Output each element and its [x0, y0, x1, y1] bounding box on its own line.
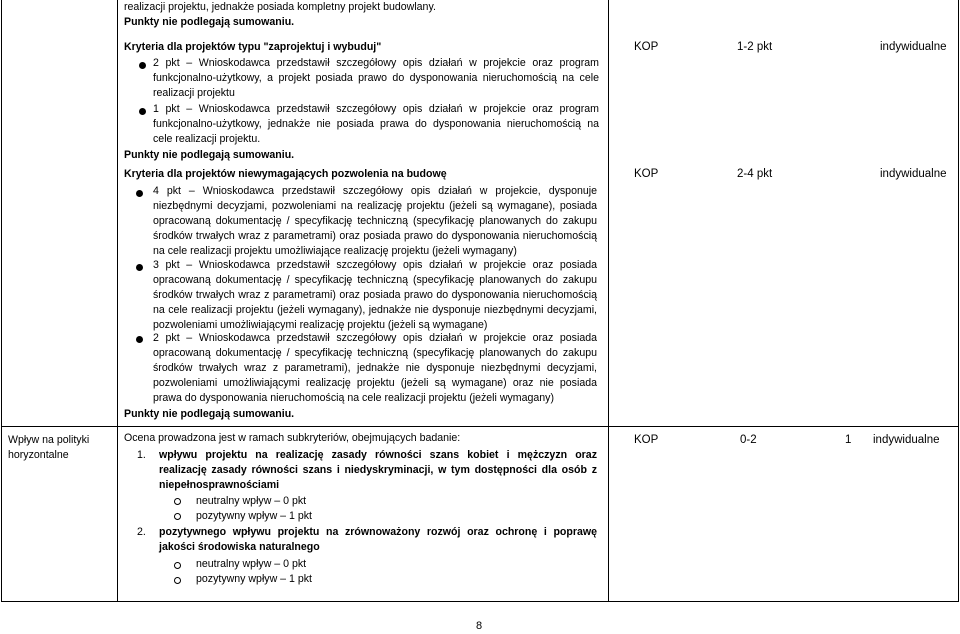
bullet-icon [139, 108, 146, 115]
table-bottom-border [1, 601, 959, 602]
list-item-line: prawa do dysponowania nieruchomością na cele realizacji projektu (jeżeli wymagany) [153, 392, 555, 404]
block-zaprojektuj-points: 1-2 pkt [737, 41, 773, 53]
circle-bullet-icon [174, 498, 181, 505]
list-item-line: opracowaną dokumentację / specyfikację techniczną (specyfikację planowanych do zakupu [153, 215, 597, 227]
table-right-border [958, 0, 959, 602]
circle-bullet-icon [174, 577, 181, 584]
block-niewymagajacych-kop: KOP [634, 168, 659, 180]
list-item-line: pozwoleniami umożliwiającymi realizację projektu (jeżeli są wymagane) [153, 319, 488, 331]
block-niewymagajacych-heading: Kryteria dla projektów niewymagających pozwolenia na budowę [124, 168, 447, 180]
bullet-icon [136, 336, 143, 343]
block-zaprojektuj-note: Punkty nie podlegają sumowaniu. [124, 149, 295, 161]
subcriterion-line: jakości środowiska naturalnego [159, 541, 320, 553]
bullet-icon [136, 264, 143, 271]
subcriterion-line: wpływu projektu na realizację zasady równości szans kobiet i mężczyzn oraz [159, 449, 597, 461]
sub2-option-neutral: neutralny wpływ – 0 pkt [196, 558, 307, 570]
block-zaprojektuj-heading: Kryteria dla projektów typu "zaprojektuj i wybuduj" [124, 41, 382, 53]
list-item-line: opracowaną dokumentację / specyfikację techniczną (specyfikację planowanych do zakupu [153, 274, 597, 286]
column-divider-label [117, 0, 118, 602]
row-divider [1, 426, 959, 427]
list-item-line: środków trwałych wraz z parametrami), jednakże nie dysponuje niezbędnymi decyzjami, [153, 362, 597, 374]
list-item-line: cele realizacji projektu. [153, 133, 261, 145]
horyzontalne-type: indywidualne [873, 434, 940, 446]
list-item-line: na cele realizacji projektu umożliwiające realizację projektu (jeżeli wymagany) [153, 245, 517, 257]
subcriterion-line: pozytywnego wpływu projektu na zrównoważony rozwój oraz ochronę i poprawę [159, 526, 597, 538]
list-item-line: funkcjonalno-użytkowy, a projekt posiada prawo do dysponowania nieruchomością na cele [153, 72, 599, 84]
column-divider-criteria [608, 0, 609, 602]
subcriterion-line: niepełnosprawnościami [159, 479, 280, 491]
sub2-text [159, 525, 597, 555]
list-item-line: funkcjonalno-użytkowy, jednakże nie posiada prawa do dysponowania nieruchomością na [153, 118, 599, 130]
circle-bullet-icon [174, 513, 181, 520]
list-item-line: realizacji projektu [153, 87, 235, 99]
sub1-option-positive: pozytywny wpływ – 1 pkt [196, 510, 312, 522]
list-item-line: 2 pkt – Wnioskodawca przedstawił szczegółowy opis działań w projekcie oraz program [153, 57, 599, 69]
sub1-number: 1. [137, 449, 146, 461]
top-tail-note: Punkty nie podlegają sumowaniu. [124, 16, 295, 28]
block-zaprojektuj-type: indywidualne [880, 41, 947, 53]
sub1-text [159, 448, 597, 493]
circle-bullet-icon [174, 562, 181, 569]
bullet-icon [139, 62, 146, 69]
list-item-line: 1 pkt – Wnioskodawca przedstawił szczegółowy opis działań w projekcie oraz program [153, 103, 599, 115]
sub2-number: 2. [137, 526, 146, 538]
list-item-line: środków trwałych wraz z parametrami) oraz posiada prawo do dysponowania nieruchomością [153, 289, 597, 301]
list-item-line: pozwoleniami umożliwiającymi realizację projektu (jeżeli są wymagane) oraz nie posiada [153, 377, 597, 389]
bullet-icon [136, 190, 143, 197]
block-zaprojektuj-kop: KOP [634, 41, 659, 53]
row-label-line1: Wpływ na polityki [8, 434, 90, 446]
sub2-option-positive: pozytywny wpływ – 1 pkt [196, 573, 312, 585]
horyzontalne-points: 0-2 [740, 434, 757, 446]
zaprojektuj-item-2pkt [153, 56, 599, 101]
list-item-line: niezbędnymi decyzjami, pozwoleniami na realizację projektu (jeżeli są wymagane), posiada [153, 200, 597, 212]
list-item-line: opracowaną dokumentację / specyfikację techniczną (specyfikację planowanych do zakupu [153, 347, 597, 359]
top-tail-line: realizacji projektu, jednakże posiada kompletny projekt budowlany. [124, 1, 436, 13]
block-niewymagajacych-type: indywidualne [880, 168, 947, 180]
block-niewymagajacych-note: Punkty nie podlegają sumowaniu. [124, 408, 295, 420]
subcriterion-line: realizację zasady równości szans i niedyskryminacji, w tym dostępności dla osób z [159, 464, 597, 476]
niewymagajacych-item-4pkt [153, 184, 597, 259]
list-item-line: środków trwałych wraz z parametrami) oraz posiada prawo do dysponowania nieruchomością [153, 230, 597, 242]
zaprojektuj-item-1pkt [153, 102, 599, 147]
row-label-line2: horyzontalne [8, 449, 69, 461]
page-number: 8 [476, 620, 483, 632]
list-item-line: na cele realizacji projektu (jeżeli wymagany), jednakże nie dysponuje niezbędnymi decyzjami, [153, 304, 597, 316]
sub1-option-neutral: neutralny wpływ – 0 pkt [196, 495, 307, 507]
niewymagajacych-item-2pkt [153, 331, 597, 406]
list-item-line: 3 pkt – Wnioskodawca przedstawił szczegółowy opis działań w projekcie oraz posiada [153, 259, 597, 271]
list-item-line: 4 pkt – Wnioskodawca przedstawił szczegółowy opis działań w projekcie, dysponuje [153, 185, 597, 197]
niewymagajacych-item-3pkt [153, 258, 597, 333]
table-left-border [1, 0, 2, 602]
horyzontalne-kop: KOP [634, 434, 659, 446]
horyzontalne-weight: 1 [845, 434, 852, 446]
block-niewymagajacych-points: 2-4 pkt [737, 168, 773, 180]
horyzontalne-intro: Ocena prowadzona jest w ramach subkryteriów, obejmujących badanie: [124, 432, 461, 444]
list-item-line: 2 pkt – Wnioskodawca przedstawił szczegółowy opis działań w projekcie oraz posiada [153, 332, 597, 344]
